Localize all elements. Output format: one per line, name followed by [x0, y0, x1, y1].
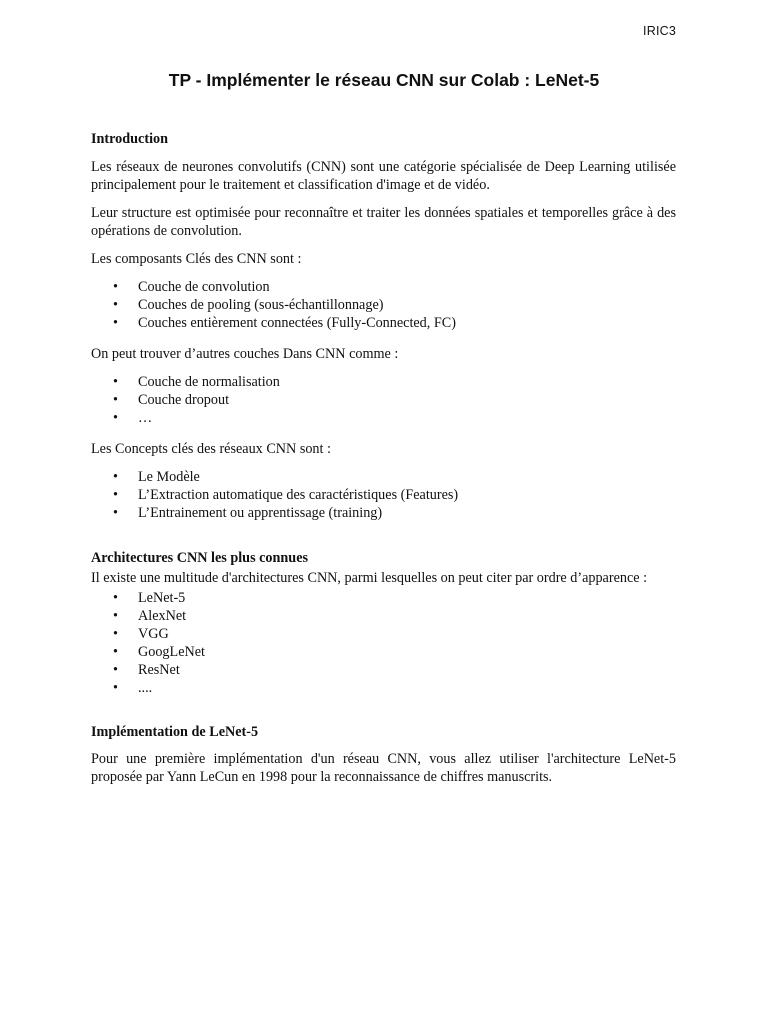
- list-item: [91, 607, 676, 625]
- bullet-icon: •: [113, 608, 118, 624]
- concepts-list: [91, 468, 676, 522]
- list-item: [91, 661, 676, 679]
- introduction-paragraph-1: Les réseaux de neurones convolutifs (CNN) sont une catégorie spécialisée de Deep Learning utilisée principalement pour le traitement et classification d'image et de vidéo.: [91, 159, 676, 193]
- list-item: [91, 296, 676, 314]
- bullet-icon: •: [113, 505, 118, 521]
- list-item: [91, 504, 676, 522]
- bullet-icon: •: [113, 392, 118, 408]
- other-layers-list: [91, 373, 676, 427]
- implementation-paragraph: Pour une première implémentation d'un réseau CNN, vous allez utiliser l'architecture LeNet-5 proposée par Yann LeCun en 1998 pour la reconnaissance de chiffres manuscrits.: [91, 751, 676, 785]
- implementation-heading: Implémentation de LeNet-5: [91, 724, 259, 740]
- list-item-text: ResNet: [138, 662, 180, 678]
- list-item: [91, 589, 676, 607]
- list-item: [91, 278, 676, 296]
- document-title: TP - Implémenter le réseau CNN sur Colab : LeNet-5: [168, 70, 600, 90]
- list-item-text: …: [138, 410, 153, 426]
- list-item: [91, 486, 676, 504]
- list-item: [91, 391, 676, 409]
- list-item-text: ....: [138, 680, 153, 696]
- architectures-list: [91, 589, 676, 697]
- list-item: [91, 679, 676, 697]
- bullet-icon: •: [113, 590, 118, 606]
- list-item: [91, 409, 676, 427]
- list-item-text: L’Extraction automatique des caractéristiques (Features): [138, 487, 459, 503]
- list-item-text: LeNet-5: [138, 590, 186, 606]
- list-item-text: Couches entièrement connectées (Fully-Connected, FC): [138, 315, 456, 331]
- bullet-icon: •: [113, 315, 118, 331]
- bullet-icon: •: [113, 279, 118, 295]
- bullet-icon: •: [113, 662, 118, 678]
- document-body: [91, 130, 676, 786]
- architectures-heading: Architectures CNN les plus connues: [91, 550, 309, 566]
- bullet-icon: •: [113, 297, 118, 313]
- bullet-icon: •: [113, 487, 118, 503]
- list-item-text: Le Modèle: [138, 469, 200, 485]
- bullet-icon: •: [113, 644, 118, 660]
- architectures-paragraph: Il existe une multitude d'architectures CNN, parmi lesquelles on peut citer par ordre d’apparence :: [91, 570, 648, 586]
- list-item: [91, 373, 676, 391]
- components-list: [91, 278, 676, 332]
- list-item: [91, 643, 676, 661]
- list-item: [91, 468, 676, 486]
- introduction-heading: Introduction: [91, 131, 168, 147]
- bullet-icon: •: [113, 626, 118, 642]
- list-item-text: Couche dropout: [138, 392, 230, 408]
- bullet-icon: •: [113, 410, 118, 426]
- list-item-text: AlexNet: [138, 608, 187, 624]
- other-layers-intro: On peut trouver d’autres couches Dans CNN comme :: [91, 346, 399, 362]
- bullet-icon: •: [113, 680, 118, 696]
- bullet-icon: •: [113, 374, 118, 390]
- list-item-text: L’Entrainement ou apprentissage (training): [138, 505, 383, 521]
- list-item-text: GoogLeNet: [138, 644, 205, 660]
- bullet-icon: •: [113, 469, 118, 485]
- list-item-text: VGG: [138, 626, 169, 642]
- components-intro: Les composants Clés des CNN sont :: [91, 251, 302, 267]
- list-item-text: Couche de normalisation: [138, 374, 280, 390]
- list-item: [91, 625, 676, 643]
- running-header: IRIC3: [643, 24, 676, 38]
- concepts-intro: Les Concepts clés des réseaux CNN sont :: [91, 441, 331, 457]
- introduction-paragraph-2: Leur structure est optimisée pour reconnaître et traiter les données spatiales et temporelles grâce à des opérations de convolution.: [91, 205, 676, 239]
- list-item: [91, 314, 676, 332]
- list-item-text: Couches de pooling (sous-échantillonnage): [138, 297, 384, 313]
- list-item-text: Couche de convolution: [138, 279, 270, 295]
